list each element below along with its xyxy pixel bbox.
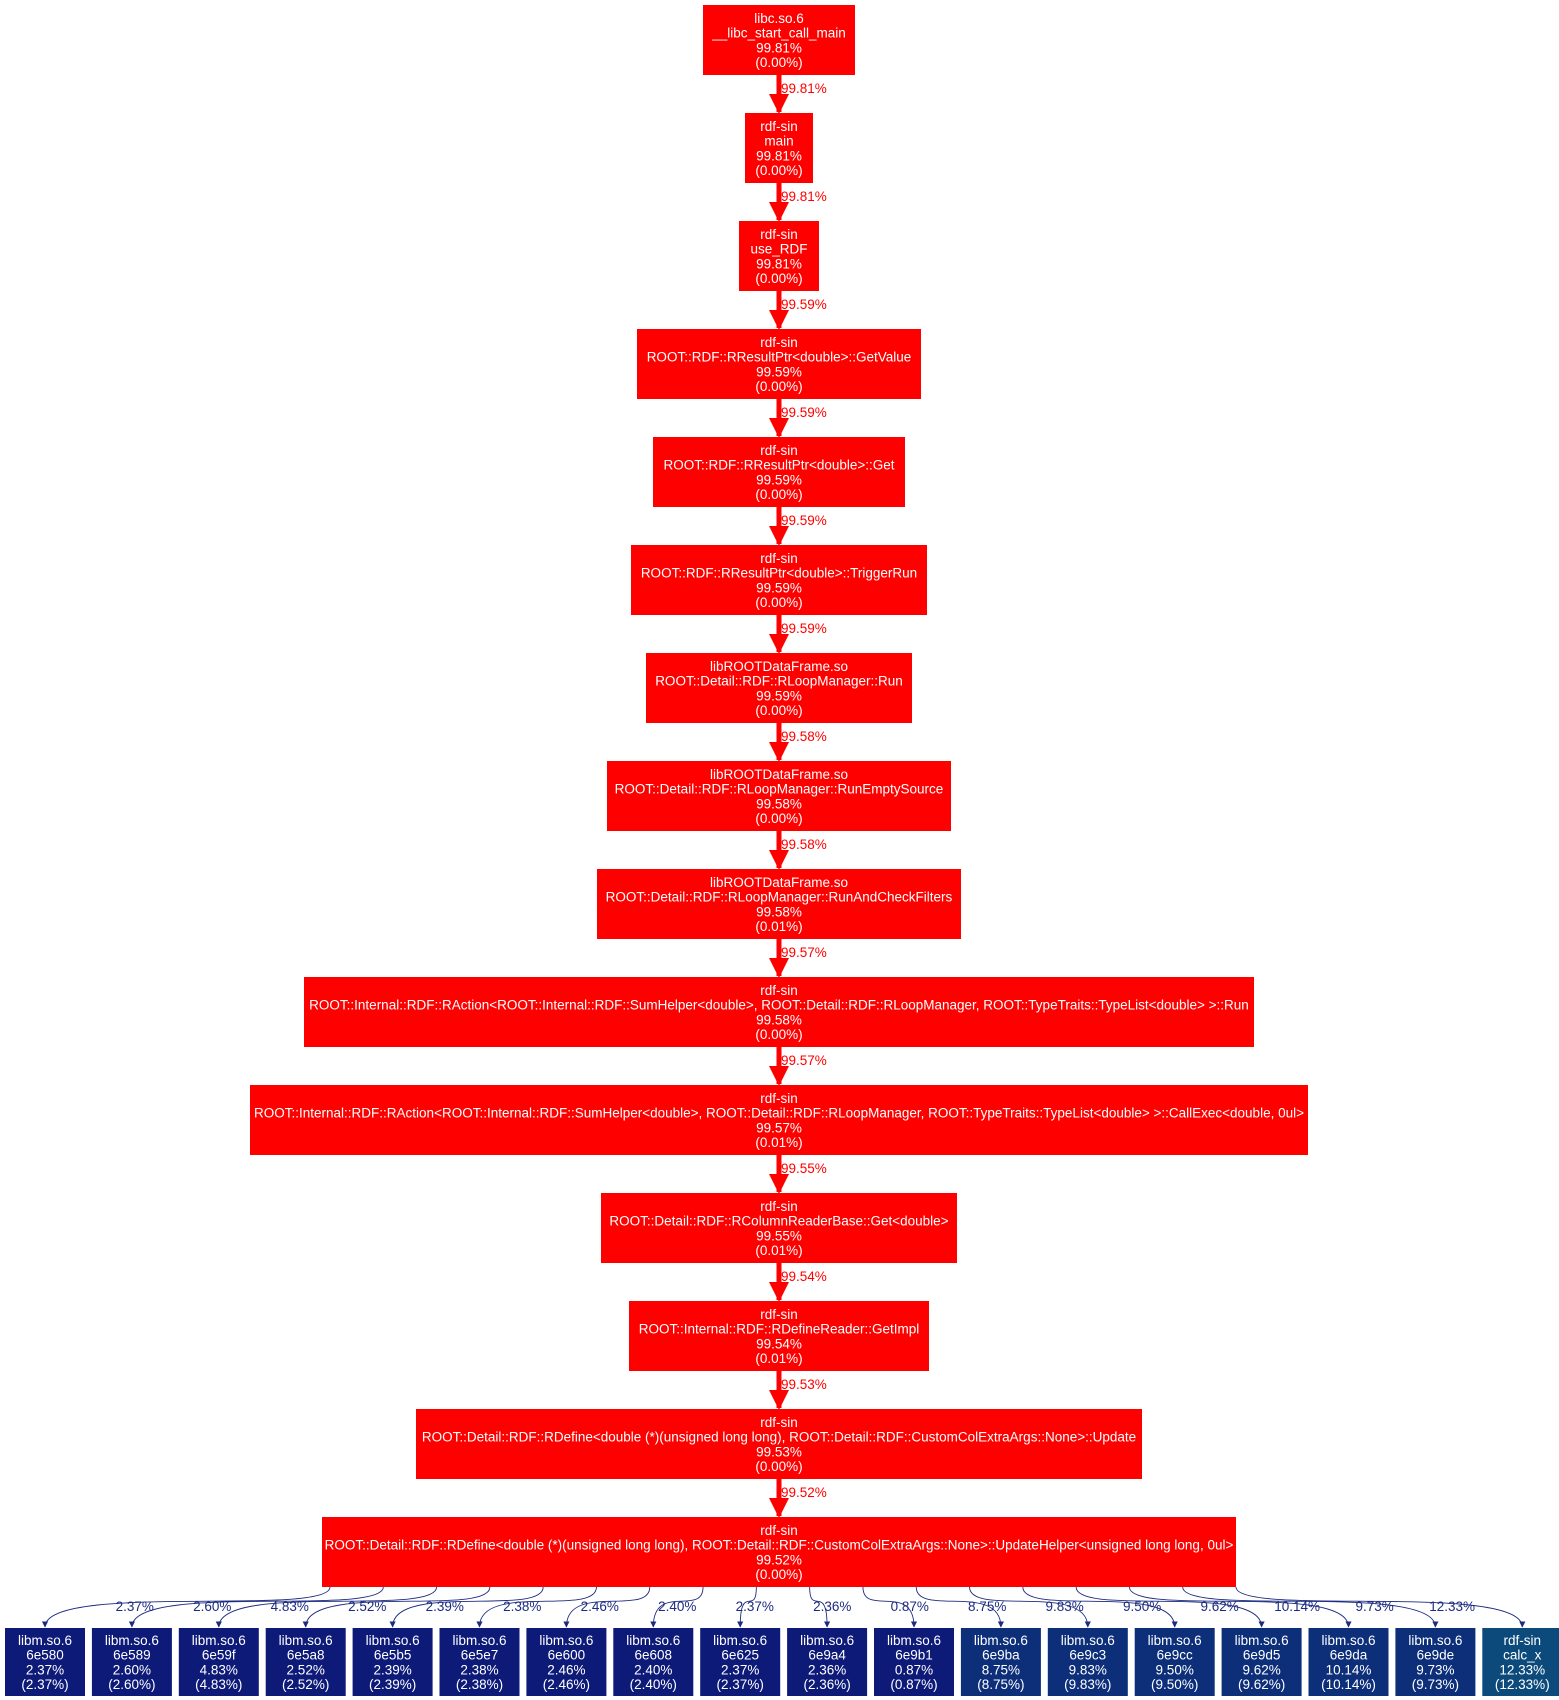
leaf-node-2[interactable] [179,1628,259,1696]
leaf-node-4[interactable] [353,1628,433,1696]
leaf-node-3[interactable] [266,1628,346,1696]
chain-node-6[interactable] [646,653,912,723]
leaf-node-17-line-3: (12.33%) [1494,1677,1550,1693]
leaf-node-12-line-0: libm.so.6 [1060,1632,1115,1648]
chain-node-9-line-1: ROOT::Internal::RDF::RAction<ROOT::Internal::RDF::SumHelper<double>, ROOT::Detail::RDF::RLoopManager, ROOT::TypeTraits::TypeList<double> >::Run [309,997,1249,1013]
chain-node-1-line-2: 99.81% [756,148,802,164]
leaf-node-10-line-1: 6e9b1 [895,1647,933,1663]
chain-node-9[interactable] [304,977,1254,1047]
chain-node-5[interactable] [631,545,927,615]
chain-node-12-line-1: ROOT::Internal::RDF::RDefineReader::GetImpl [638,1321,920,1337]
leaf-node-17-line-1: calc_x [1503,1647,1542,1663]
chain-node-8-line-3: (0.01%) [755,919,803,935]
chain-node-6-line-3: (0.00%) [755,703,803,719]
leaf-edge-label-8: 2.37% [735,1599,774,1614]
leaf-node-5-line-1: 6e5e7 [460,1647,499,1663]
chain-node-10-line-0: rdf-sin [760,1090,798,1106]
chain-node-1-line-1: main [764,133,794,149]
leaf-node-2-line-3: (4.83%) [195,1677,243,1693]
leaf-node-4-line-0: libm.so.6 [365,1632,420,1648]
leaf-node-0-line-0: libm.so.6 [17,1632,73,1648]
chain-edge-label-4: 99.59% [781,405,827,420]
leaf-edge-label-2: 4.83% [270,1599,309,1614]
leaf-node-13-line-1: 6e9cc [1156,1647,1193,1663]
chain-node-7-line-1: ROOT::Detail::RDF::RLoopManager::RunEmptySource [614,781,944,797]
chain-node-1-line-0: rdf-sin [760,118,798,134]
leaf-edge-label-15: 10.14% [1274,1599,1321,1614]
leaf-edge-label-9: 2.36% [813,1599,852,1614]
leaf-node-12-line-3: (9.83%) [1064,1677,1112,1693]
leaf-node-11-line-1: 6e9ba [982,1647,1020,1663]
chain-node-5-line-1: ROOT::RDF::RResultPtr<double>::TriggerRun [640,565,918,581]
chain-node-0-line-1: __libc_start_call_main [712,25,846,41]
leaf-node-13[interactable] [1135,1628,1215,1696]
leaf-node-4-line-3: (2.39%) [368,1677,417,1693]
chain-node-4-line-2: 99.59% [756,472,802,488]
chain-node-7-line-3: (0.00%) [755,811,803,827]
leaf-edge-label-5: 2.38% [503,1599,542,1614]
leaf-node-14[interactable] [1222,1628,1302,1696]
leaf-node-6-line-3: (2.46%) [542,1677,591,1693]
chain-node-0-line-2: 99.81% [756,40,802,56]
leaf-edge-label-0: 2.37% [115,1599,154,1614]
leaf-node-11-line-3: (8.75%) [977,1677,1025,1693]
chain-node-12-line-0: rdf-sin [760,1306,798,1322]
chain-node-2-line-1: use_RDF [750,241,808,257]
chain-node-3[interactable] [637,329,921,399]
chain-node-4-line-1: ROOT::RDF::RResultPtr<double>::Get [663,457,895,473]
leaf-node-15-line-2: 10.14% [1325,1662,1372,1678]
leaf-node-3-line-0: libm.so.6 [278,1632,333,1648]
chain-node-11[interactable] [601,1193,957,1263]
chain-node-8[interactable] [597,869,961,939]
chain-node-13-line-3: (0.00%) [755,1459,803,1475]
leaf-node-10-line-2: 0.87% [894,1662,934,1678]
chain-node-14[interactable] [322,1517,1236,1587]
leaf-node-8-line-3: (2.37%) [716,1677,764,1693]
leaf-node-16-line-1: 6e9de [1416,1647,1455,1663]
chain-node-1[interactable] [745,113,813,183]
leaf-node-8-line-1: 6e625 [721,1647,759,1663]
leaf-node-15-line-0: libm.so.6 [1321,1632,1376,1648]
chain-node-5-line-0: rdf-sin [760,550,798,566]
chain-edge-label-8: 99.58% [781,837,827,852]
leaf-node-15-line-1: 6e9da [1329,1647,1368,1663]
chain-edge-label-6: 99.59% [781,621,827,636]
chain-node-0[interactable] [703,5,855,75]
chain-node-2[interactable] [739,221,819,291]
chain-node-9-line-0: rdf-sin [760,982,798,998]
chain-node-8-line-0: libROOTDataFrame.so [709,874,849,890]
chain-node-0-line-3: (0.00%) [755,55,803,71]
chain-node-12-line-3: (0.01%) [755,1351,803,1367]
chain-edge-label-2: 99.81% [781,189,827,204]
leaf-node-6[interactable] [526,1628,606,1696]
leaf-node-17-line-0: rdf-sin [1503,1632,1542,1648]
chain-edge-label-1: 99.81% [781,81,827,96]
leaf-edge-label-11: 8.75% [968,1599,1007,1614]
chain-node-10-line-1: ROOT::Internal::RDF::RAction<ROOT::Internal::RDF::SumHelper<double>, ROOT::Detail::RDF::RLoopManager, ROOT::TypeTraits::TypeList<double> >::CallExec<double, 0ul> [254,1105,1304,1121]
chain-node-3-line-3: (0.00%) [755,379,803,395]
chain-node-12-line-2: 99.54% [756,1336,802,1352]
leaf-node-17-line-2: 12.33% [1499,1662,1546,1678]
leaf-node-5-line-0: libm.so.6 [452,1632,507,1648]
chain-node-9-line-3: (0.00%) [755,1027,803,1043]
chain-node-6-line-2: 99.59% [756,688,802,704]
chain-node-3-line-0: rdf-sin [760,334,798,350]
leaf-node-9[interactable] [787,1628,867,1696]
chain-node-9-line-2: 99.58% [756,1012,802,1028]
leaf-node-3-line-2: 2.52% [286,1662,325,1678]
leaf-node-9-line-1: 6e9a4 [808,1647,846,1663]
leaf-edge-label-14: 9.62% [1200,1599,1239,1614]
chain-node-10-line-3: (0.01%) [755,1135,803,1151]
leaf-node-7-line-2: 2.40% [634,1662,673,1678]
leaf-node-1[interactable] [92,1628,172,1696]
chain-node-13-line-1: ROOT::Detail::RDF::RDefine<double (*)(unsigned long long), ROOT::Detail::RDF::CustomColExtraArgs::None>::Update [421,1429,1137,1445]
leaf-edge-label-4: 2.39% [425,1599,464,1614]
chain-node-13[interactable] [416,1409,1142,1479]
leaf-node-12-line-1: 6e9c3 [1069,1647,1107,1663]
edges-layer [45,75,1522,1627]
leaf-node-9-line-2: 2.36% [807,1662,847,1678]
chain-node-13-line-2: 99.53% [756,1444,802,1460]
leaf-node-17[interactable] [1482,1628,1559,1696]
leaf-node-16-line-3: (9.73%) [1411,1677,1460,1693]
leaf-node-14-line-1: 6e9d5 [1242,1647,1281,1663]
leaf-edge-2 [219,1587,437,1627]
chain-node-8-line-2: 99.58% [756,904,802,920]
leaf-node-8[interactable] [700,1628,780,1696]
leaf-node-10[interactable] [874,1628,954,1696]
chain-node-14-line-3: (0.00%) [755,1567,803,1583]
leaf-node-5-line-2: 2.38% [460,1662,499,1678]
leaf-edge-label-17: 12.33% [1429,1599,1476,1614]
leaf-node-11-line-2: 8.75% [981,1662,1021,1678]
leaf-node-15-line-3: (10.14%) [1321,1677,1376,1693]
leaf-node-1-line-1: 6e589 [113,1647,151,1663]
chain-edge-label-5: 99.59% [781,513,827,528]
chain-node-3-line-2: 99.59% [756,364,802,380]
leaf-node-1-line-3: (2.60%) [108,1677,156,1693]
leaf-node-9-line-0: libm.so.6 [800,1632,855,1648]
chain-node-2-line-0: rdf-sin [760,226,798,242]
leaf-node-14-line-0: libm.so.6 [1234,1632,1289,1648]
chain-edge-label-11: 99.55% [781,1161,827,1176]
leaf-edge-label-1: 2.60% [193,1599,232,1614]
leaf-node-7-line-0: libm.so.6 [626,1632,681,1648]
leaf-edge-label-7: 2.40% [658,1599,697,1614]
leaf-node-11[interactable] [961,1628,1041,1696]
leaf-node-1-line-0: libm.so.6 [104,1632,159,1648]
leaf-node-8-line-2: 2.37% [721,1662,760,1678]
chain-node-7[interactable] [607,761,951,831]
leaf-node-6-line-2: 2.46% [547,1662,586,1678]
chain-node-0-line-0: libc.so.6 [754,10,804,26]
leaf-node-14-line-2: 9.62% [1242,1662,1281,1678]
chain-node-14-line-0: rdf-sin [760,1522,798,1538]
leaf-node-5[interactable] [440,1628,520,1696]
chain-edge-label-10: 99.57% [781,1053,827,1068]
chain-node-4-line-3: (0.00%) [755,487,803,503]
leaf-node-13-line-2: 9.50% [1155,1662,1194,1678]
leaf-node-2-line-0: libm.so.6 [191,1632,246,1648]
chain-edge-label-14: 99.52% [781,1485,827,1500]
leaf-node-10-line-0: libm.so.6 [886,1632,942,1648]
chain-node-5-line-3: (0.00%) [755,595,803,611]
leaf-edge-label-3: 2.52% [348,1599,387,1614]
chain-node-14-line-2: 99.52% [756,1552,802,1568]
leaf-node-3-line-3: (2.52%) [282,1677,330,1693]
leaf-edge-label-13: 9.50% [1123,1599,1162,1614]
chain-node-2-line-3: (0.00%) [755,271,803,287]
leaf-node-13-line-3: (9.50%) [1151,1677,1199,1693]
leaf-node-12[interactable] [1048,1628,1128,1696]
chain-node-11-line-2: 99.55% [756,1228,802,1244]
leaf-node-3-line-1: 6e5a8 [286,1647,325,1663]
chain-node-1-line-3: (0.00%) [755,163,803,179]
leaf-node-16[interactable] [1395,1628,1475,1696]
leaf-node-0-line-3: (2.37%) [21,1677,69,1693]
leaf-node-15[interactable] [1309,1628,1389,1696]
chain-edge-label-3: 99.59% [781,297,827,312]
leaf-node-14-line-3: (9.62%) [1237,1677,1286,1693]
leaf-node-13-line-0: libm.so.6 [1147,1632,1202,1648]
chain-node-3-line-1: ROOT::RDF::RResultPtr<double>::GetValue [646,349,912,365]
chain-node-8-line-1: ROOT::Detail::RDF::RLoopManager::RunAndCheckFilters [605,889,953,905]
leaf-node-6-line-1: 6e600 [547,1647,586,1663]
leaf-node-0[interactable] [5,1628,85,1696]
chain-edge-label-7: 99.58% [781,729,827,744]
chain-node-14-line-1: ROOT::Detail::RDF::RDefine<double (*)(unsigned long long), ROOT::Detail::RDF::CustomColExtraArgs::None>::UpdateHelper<unsigned long long, 0ul> [324,1537,1234,1553]
leaf-edge-label-16: 9.73% [1355,1599,1394,1614]
chain-node-7-line-2: 99.58% [756,796,802,812]
leaf-node-8-line-0: libm.so.6 [713,1632,768,1648]
leaf-node-2-line-1: 6e59f [201,1647,236,1663]
leaf-node-0-line-2: 2.37% [25,1662,65,1678]
chain-node-2-line-2: 99.81% [756,256,802,272]
leaf-node-7-line-3: (2.40%) [629,1677,677,1693]
chain-node-11-line-0: rdf-sin [760,1198,798,1214]
leaf-node-16-line-2: 9.73% [1416,1662,1455,1678]
leaf-edge-label-12: 9.83% [1045,1599,1084,1614]
chain-node-11-line-1: ROOT::Detail::RDF::RColumnReaderBase::Get<double> [609,1213,949,1229]
chain-node-10[interactable] [250,1085,1308,1155]
leaf-node-1-line-2: 2.60% [112,1662,152,1678]
chain-edge-label-9: 99.57% [781,945,827,960]
chain-node-12[interactable] [629,1301,929,1371]
chain-node-4-line-0: rdf-sin [760,442,798,458]
leaf-edge-label-6: 2.46% [580,1599,619,1614]
chain-node-5-line-2: 99.59% [756,580,802,596]
leaf-node-9-line-3: (2.36%) [803,1677,851,1693]
chain-node-4[interactable] [653,437,905,507]
leaf-node-12-line-2: 9.83% [1068,1662,1107,1678]
leaf-node-5-line-3: (2.38%) [455,1677,504,1693]
leaf-node-7[interactable] [613,1628,693,1696]
chain-node-6-line-1: ROOT::Detail::RDF::RLoopManager::Run [655,673,903,689]
leaf-node-4-line-1: 6e5b5 [373,1647,412,1663]
leaf-node-11-line-0: libm.so.6 [973,1632,1028,1648]
chain-node-7-line-0: libROOTDataFrame.so [709,766,849,782]
leaf-node-10-line-3: (0.87%) [890,1677,938,1693]
chain-edge-label-13: 99.53% [781,1377,827,1392]
leaf-edge-label-10: 0.87% [890,1599,929,1614]
chain-edge-label-12: 99.54% [781,1269,827,1284]
chain-node-6-line-0: libROOTDataFrame.so [709,658,849,674]
chain-node-10-line-2: 99.57% [756,1120,802,1136]
leaf-node-2-line-2: 4.83% [199,1662,238,1678]
leaf-node-4-line-2: 2.39% [373,1662,412,1678]
chain-node-11-line-3: (0.01%) [755,1243,803,1259]
leaf-node-7-line-1: 6e608 [634,1647,673,1663]
chain-node-13-line-0: rdf-sin [760,1414,798,1430]
leaf-node-0-line-1: 6e580 [26,1647,64,1663]
leaf-node-6-line-0: libm.so.6 [539,1632,594,1648]
leaf-node-16-line-0: libm.so.6 [1408,1632,1463,1648]
leaf-edge-1 [132,1587,383,1627]
